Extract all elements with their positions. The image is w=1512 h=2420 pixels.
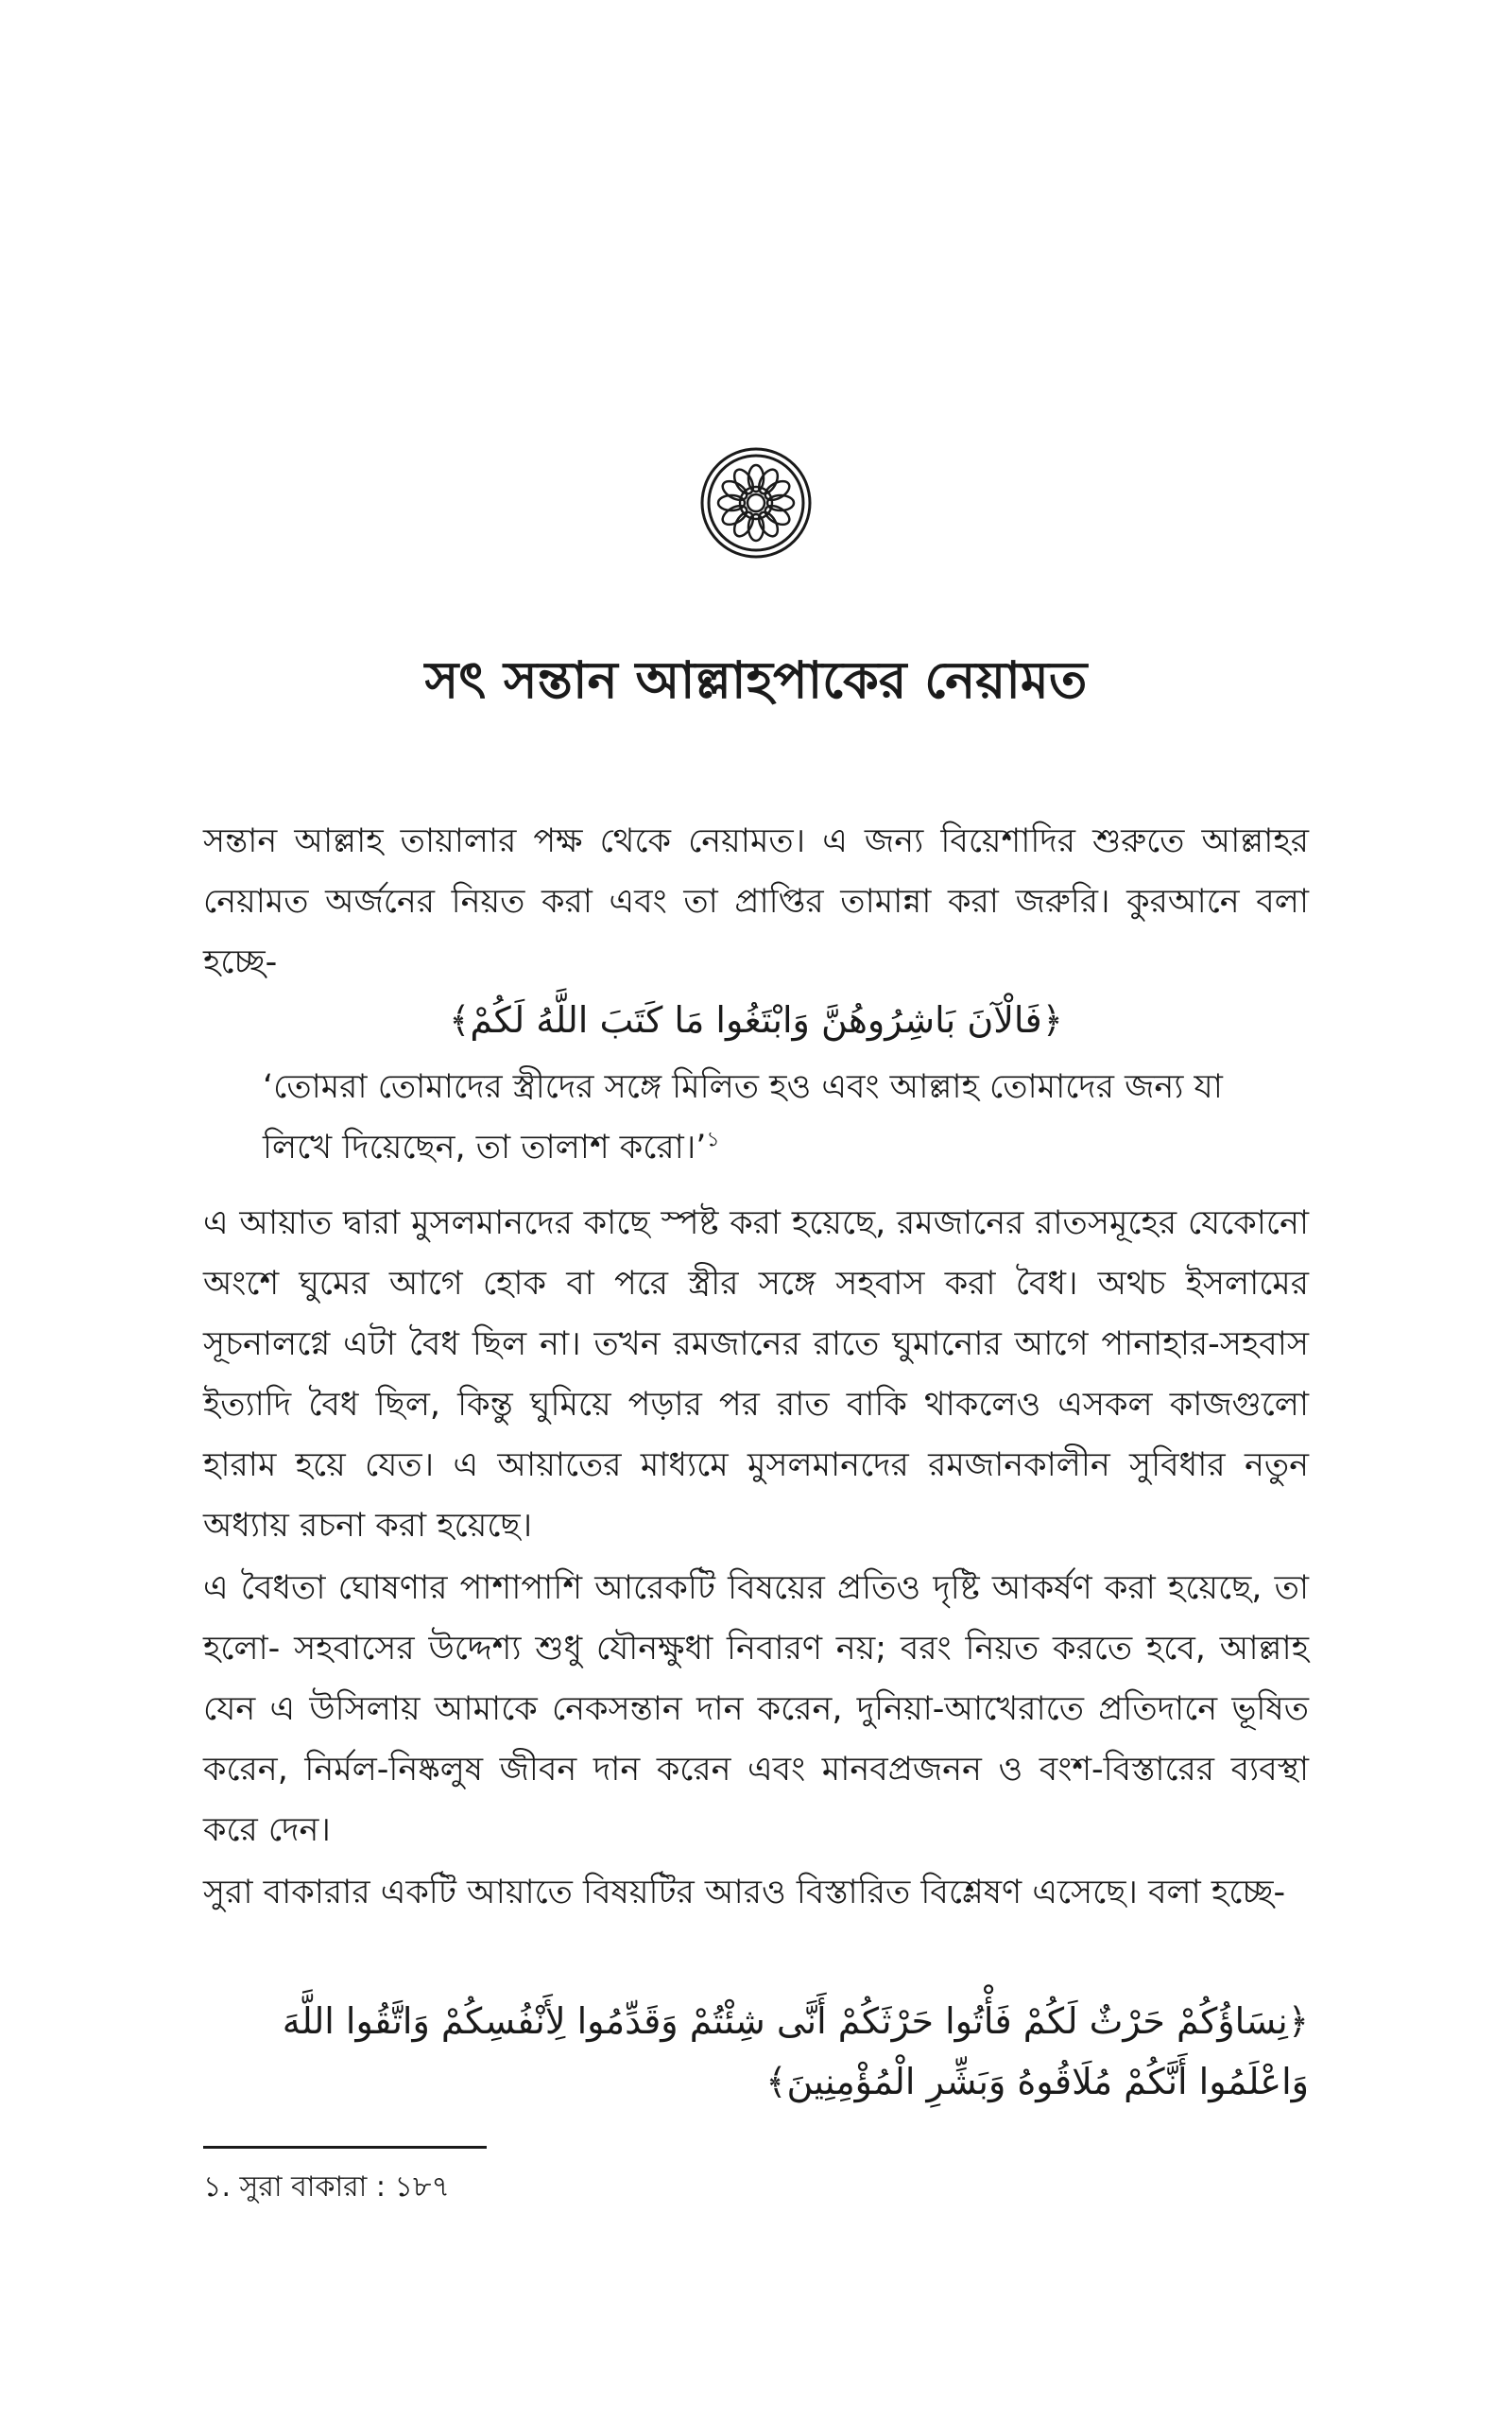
paragraph-baqarah-intro: সুরা বাকারার একটি আয়াতে বিষয়টির আরও বিস্তারিত বিশ্লেষণ এসেছে। বলা হচ্ছে-	[203, 1874, 1286, 1911]
verse-translation-1	[263, 1057, 1283, 1178]
paragraph-explanation: এ আয়াত দ্বারা মুসলমানদের কাছে স্পষ্ট করা হয়েছে, রমজানের রাতসমূহের যেকোনো অংশে ঘুমের আগে হোক বা পরে স্ত্রীর সঙ্গে সহবাস করা বৈধ। অথচ ইসলামের সূচনালগ্নে এটা বৈধ ছিল না। তখন রমজানের রাতে ঘুমানোর আগে পানাহার-সহবাস ইত্যাদি বৈধ ছিল, কিন্তু ঘুমিয়ে পড়ার পর রাত বাকি থাকলেও এসকল কাজগুলো হারাম হয়ে যেত। এ আয়াতের মাধ্যমে মুসলমানদের রমজানকালীন সুবিধার নতুন অধ্যায় রচনা করা হয়েছে।	[203, 1204, 1309, 1545]
floral-rosette-icon	[697, 444, 815, 562]
translation-text: ‘তোমরা তোমাদের স্ত্রীদের সঙ্গে মিলিত হও এবং আল্লাহ তোমাদের জন্য যা লিখে দিয়েছেন, তা তালাশ করো।’	[263, 1068, 1223, 1167]
footnote-divider	[203, 2146, 487, 2149]
footnote: ১. সুরা বাকারা : ১৮৭	[203, 2170, 451, 2204]
quran-verse-1: ﴿فَالْآنَ بَاشِرُوهُنَّ وَابْتَغُوا مَا كَتَبَ اللَّهُ لَكُمْ﴾	[449, 999, 1063, 1041]
chapter-title: সৎ সন্তান আল্লাহপাকের নেয়ামত	[424, 650, 1088, 710]
paragraph-intro: সন্তান আল্লাহ তায়ালার পক্ষ থেকে নেয়ামত। এ জন্য বিয়েশাদির শুরুতে আল্লাহর নেয়ামত অর্জনের নিয়ত করা এবং তা প্রাপ্তির তামান্না করা জরুরি। কুরআনে বলা হচ্ছে-	[203, 822, 1309, 981]
footnote-marker[interactable]: ১	[706, 1128, 720, 1152]
quran-verse-2: ﴿نِسَاؤُكُمْ حَرْثٌ لَكُمْ فَأْتُوا حَرْثَكُمْ أَنَّى شِئْتُمْ وَقَدِّمُوا لِأَنْفُسِكُمْ وَاتَّقُوا اللَّهَ وَاعْلَمُوا أَنَّكُمْ مُلَاقُوهُ وَبَشِّرِ الْمُؤْمِنِينَ﴾	[282, 2000, 1309, 2102]
paragraph-intention: এ বৈধতা ঘোষণার পাশাপাশি আরেকটি বিষয়ের প্রতিও দৃষ্টি আকর্ষণ করা হয়েছে, তা হলো- সহবাসের উদ্দেশ্য শুধু যৌনক্ষুধা নিবারণ নয়; বরং নিয়ত করতে হবে, আল্লাহ যেন এ উসিলায় আমাকে নেকসন্তান দান করেন, দুনিয়া-আখেরাতে প্রতিদানে ভূষিত করেন, নির্মল-নিষ্কলুষ জীবন দান করেন এবং মানবপ্রজনন ও বংশ-বিস্তারের ব্যবস্থা করে দেন।	[203, 1569, 1309, 1849]
